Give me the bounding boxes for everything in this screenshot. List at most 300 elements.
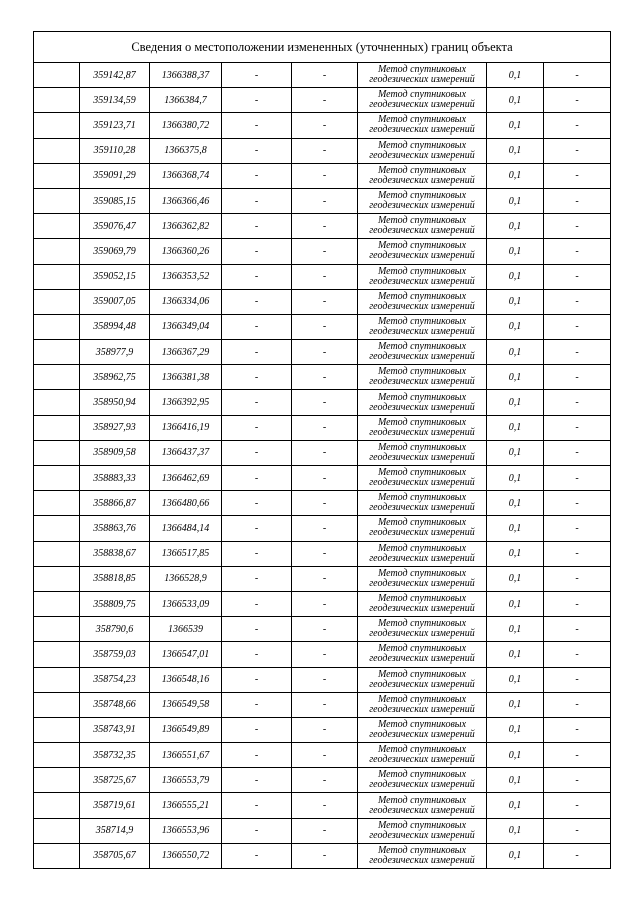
point-number-cell bbox=[34, 390, 80, 415]
coord-x-cell: 358883,33 bbox=[80, 466, 150, 491]
accuracy-cell: 0,1 bbox=[487, 566, 544, 591]
accuracy-cell: 0,1 bbox=[487, 818, 544, 843]
method-cell bbox=[358, 743, 487, 768]
coord-y-cell: 1366381,38 bbox=[150, 365, 222, 390]
empty-dash-cell: - bbox=[222, 642, 292, 667]
coord-y-cell: 1366368,74 bbox=[150, 163, 222, 188]
empty-dash-cell: - bbox=[544, 692, 611, 717]
method-cell bbox=[358, 768, 487, 793]
method-line-1: Метод спутниковых bbox=[377, 517, 467, 529]
coord-x-cell: 359069,79 bbox=[80, 239, 150, 264]
method-line-2: геодезических измерений bbox=[369, 854, 475, 866]
table-row bbox=[34, 743, 611, 768]
coord-y-cell: 1366533,09 bbox=[150, 591, 222, 616]
empty-dash-cell: - bbox=[544, 188, 611, 213]
empty-dash-cell: - bbox=[544, 163, 611, 188]
empty-dash-cell: - bbox=[222, 667, 292, 692]
point-number-cell bbox=[34, 440, 80, 465]
method-line-2: геодезических измерений bbox=[369, 502, 475, 514]
empty-dash-cell: - bbox=[222, 516, 292, 541]
method-cell bbox=[358, 793, 487, 818]
point-number-cell bbox=[34, 214, 80, 239]
method-cell bbox=[358, 591, 487, 616]
empty-dash-cell: - bbox=[544, 591, 611, 616]
table-row bbox=[34, 63, 611, 88]
method-line-1: Метод спутниковых bbox=[377, 542, 467, 554]
empty-dash-cell: - bbox=[292, 289, 358, 314]
empty-dash-cell: - bbox=[222, 440, 292, 465]
empty-dash-cell: - bbox=[544, 793, 611, 818]
method-line-1: Метод спутниковых bbox=[377, 618, 467, 630]
method-line-1: Метод спутниковых bbox=[377, 819, 467, 831]
coord-x-cell: 358754,23 bbox=[80, 667, 150, 692]
method-line-2: геодезических измерений bbox=[369, 628, 475, 640]
method-line-2: геодезических измерений bbox=[369, 451, 475, 463]
accuracy-cell: 0,1 bbox=[487, 390, 544, 415]
empty-dash-cell: - bbox=[544, 63, 611, 88]
accuracy-cell: 0,1 bbox=[487, 239, 544, 264]
empty-dash-cell: - bbox=[544, 214, 611, 239]
empty-dash-cell: - bbox=[222, 214, 292, 239]
coord-y-cell: 1366528,9 bbox=[150, 566, 222, 591]
method-line-1: Метод спутниковых bbox=[377, 693, 467, 705]
point-number-cell bbox=[34, 667, 80, 692]
empty-dash-cell: - bbox=[222, 818, 292, 843]
method-line-1: Метод спутниковых bbox=[377, 341, 467, 353]
table-row bbox=[34, 88, 611, 113]
accuracy-cell: 0,1 bbox=[487, 314, 544, 339]
method-line-1: Метод спутниковых bbox=[377, 718, 467, 730]
point-number-cell bbox=[34, 818, 80, 843]
coord-y-cell: 1366334,06 bbox=[150, 289, 222, 314]
coord-y-cell: 1366484,14 bbox=[150, 516, 222, 541]
empty-dash-cell: - bbox=[292, 768, 358, 793]
coord-x-cell: 359142,87 bbox=[80, 63, 150, 88]
method-cell bbox=[358, 843, 487, 868]
accuracy-cell: 0,1 bbox=[487, 692, 544, 717]
coord-y-cell: 1366388,37 bbox=[150, 63, 222, 88]
accuracy-cell: 0,1 bbox=[487, 365, 544, 390]
method-line-2: геодезических измерений bbox=[369, 174, 475, 186]
empty-dash-cell: - bbox=[222, 566, 292, 591]
empty-dash-cell: - bbox=[544, 415, 611, 440]
empty-dash-cell: - bbox=[222, 717, 292, 742]
coord-x-cell: 358714,9 bbox=[80, 818, 150, 843]
accuracy-cell: 0,1 bbox=[487, 289, 544, 314]
empty-dash-cell: - bbox=[222, 692, 292, 717]
table-row bbox=[34, 591, 611, 616]
method-line-1: Метод спутниковых bbox=[377, 567, 467, 579]
coord-x-cell: 358790,6 bbox=[80, 617, 150, 642]
empty-dash-cell: - bbox=[222, 264, 292, 289]
table-row bbox=[34, 163, 611, 188]
coord-y-cell: 1366553,79 bbox=[150, 768, 222, 793]
empty-dash-cell: - bbox=[222, 340, 292, 365]
method-line-2: геодезических измерений bbox=[369, 275, 475, 287]
empty-dash-cell: - bbox=[544, 88, 611, 113]
method-line-1: Метод спутниковых bbox=[377, 744, 467, 756]
coord-y-cell: 1366375,8 bbox=[150, 138, 222, 163]
coord-x-cell: 358759,03 bbox=[80, 642, 150, 667]
coord-x-cell: 358866,87 bbox=[80, 491, 150, 516]
method-line-2: геодезических измерений bbox=[369, 149, 475, 161]
method-line-1: Метод спутниковых bbox=[377, 240, 467, 252]
empty-dash-cell: - bbox=[292, 566, 358, 591]
method-line-2: геодезических измерений bbox=[369, 74, 475, 86]
empty-dash-cell: - bbox=[292, 667, 358, 692]
empty-dash-cell: - bbox=[292, 163, 358, 188]
coord-x-cell: 358725,67 bbox=[80, 768, 150, 793]
coord-x-cell: 358705,67 bbox=[80, 843, 150, 868]
point-number-cell bbox=[34, 63, 80, 88]
coord-x-cell: 358863,76 bbox=[80, 516, 150, 541]
coord-x-cell: 359110,28 bbox=[80, 138, 150, 163]
empty-dash-cell: - bbox=[292, 818, 358, 843]
method-line-1: Метод спутниковых bbox=[377, 844, 467, 856]
accuracy-cell: 0,1 bbox=[487, 188, 544, 213]
method-line-2: геодезических измерений bbox=[369, 225, 475, 237]
table-row bbox=[34, 390, 611, 415]
method-cell bbox=[358, 264, 487, 289]
empty-dash-cell: - bbox=[544, 617, 611, 642]
method-line-1: Метод спутниковых bbox=[377, 139, 467, 151]
empty-dash-cell: - bbox=[292, 138, 358, 163]
method-line-2: геодезических измерений bbox=[369, 577, 475, 589]
method-cell bbox=[358, 617, 487, 642]
empty-dash-cell: - bbox=[292, 642, 358, 667]
method-line-2: геодезических измерений bbox=[369, 99, 475, 111]
empty-dash-cell: - bbox=[292, 843, 358, 868]
coord-x-cell: 359085,15 bbox=[80, 188, 150, 213]
empty-dash-cell: - bbox=[292, 440, 358, 465]
coord-y-cell: 1366549,89 bbox=[150, 717, 222, 742]
accuracy-cell: 0,1 bbox=[487, 591, 544, 616]
method-line-2: геодезических измерений bbox=[369, 603, 475, 615]
empty-dash-cell: - bbox=[292, 214, 358, 239]
method-cell bbox=[358, 466, 487, 491]
method-cell bbox=[358, 289, 487, 314]
method-line-1: Метод спутниковых bbox=[377, 290, 467, 302]
coord-y-cell: 1366392,95 bbox=[150, 390, 222, 415]
coord-y-cell: 1366416,19 bbox=[150, 415, 222, 440]
table-row bbox=[34, 466, 611, 491]
accuracy-cell: 0,1 bbox=[487, 541, 544, 566]
empty-dash-cell: - bbox=[544, 642, 611, 667]
empty-dash-cell: - bbox=[292, 188, 358, 213]
accuracy-cell: 0,1 bbox=[487, 63, 544, 88]
empty-dash-cell: - bbox=[222, 541, 292, 566]
coord-x-cell: 358977,9 bbox=[80, 340, 150, 365]
method-cell bbox=[358, 541, 487, 566]
empty-dash-cell: - bbox=[544, 340, 611, 365]
empty-dash-cell: - bbox=[292, 390, 358, 415]
method-cell bbox=[358, 642, 487, 667]
point-number-cell bbox=[34, 264, 80, 289]
method-line-2: геодезических измерений bbox=[369, 779, 475, 791]
method-line-1: Метод спутниковых bbox=[377, 114, 467, 126]
method-cell bbox=[358, 163, 487, 188]
method-line-1: Метод спутниковых bbox=[377, 315, 467, 327]
table-row bbox=[34, 138, 611, 163]
method-line-2: геодезических измерений bbox=[369, 552, 475, 564]
coord-x-cell: 358748,66 bbox=[80, 692, 150, 717]
empty-dash-cell: - bbox=[222, 843, 292, 868]
empty-dash-cell: - bbox=[222, 163, 292, 188]
method-cell bbox=[358, 516, 487, 541]
method-line-2: геодезических измерений bbox=[369, 325, 475, 337]
document-sheet bbox=[33, 31, 610, 869]
point-number-cell bbox=[34, 566, 80, 591]
table-row bbox=[34, 113, 611, 138]
coord-y-cell: 1366553,96 bbox=[150, 818, 222, 843]
accuracy-cell: 0,1 bbox=[487, 163, 544, 188]
method-line-1: Метод спутниковых bbox=[377, 265, 467, 277]
coord-y-cell: 1366548,16 bbox=[150, 667, 222, 692]
point-number-cell bbox=[34, 365, 80, 390]
table-row bbox=[34, 692, 611, 717]
empty-dash-cell: - bbox=[222, 314, 292, 339]
boundary-table bbox=[33, 31, 611, 869]
method-cell bbox=[358, 138, 487, 163]
method-line-1: Метод спутниковых bbox=[377, 593, 467, 605]
table-row bbox=[34, 239, 611, 264]
accuracy-cell: 0,1 bbox=[487, 340, 544, 365]
empty-dash-cell: - bbox=[544, 365, 611, 390]
coord-y-cell: 1366555,21 bbox=[150, 793, 222, 818]
coord-x-cell: 358909,58 bbox=[80, 440, 150, 465]
method-line-2: геодезических измерений bbox=[369, 426, 475, 438]
table-row bbox=[34, 365, 611, 390]
method-cell bbox=[358, 63, 487, 88]
table-row bbox=[34, 415, 611, 440]
method-line-1: Метод спутниковых bbox=[377, 164, 467, 176]
empty-dash-cell: - bbox=[222, 466, 292, 491]
coord-y-cell: 1366367,29 bbox=[150, 340, 222, 365]
method-cell bbox=[358, 214, 487, 239]
empty-dash-cell: - bbox=[292, 113, 358, 138]
empty-dash-cell: - bbox=[544, 768, 611, 793]
empty-dash-cell: - bbox=[544, 843, 611, 868]
method-line-2: геодезических измерений bbox=[369, 703, 475, 715]
table-title: Сведения о местоположении измененных (уточненных) границ объекта bbox=[34, 32, 611, 63]
point-number-cell bbox=[34, 340, 80, 365]
method-cell bbox=[358, 717, 487, 742]
empty-dash-cell: - bbox=[222, 188, 292, 213]
method-line-1: Метод спутниковых bbox=[377, 668, 467, 680]
table-row bbox=[34, 516, 611, 541]
empty-dash-cell: - bbox=[292, 717, 358, 742]
method-cell bbox=[358, 340, 487, 365]
empty-dash-cell: - bbox=[544, 566, 611, 591]
coord-x-cell: 359007,05 bbox=[80, 289, 150, 314]
method-line-1: Метод спутниковых bbox=[377, 794, 467, 806]
accuracy-cell: 0,1 bbox=[487, 743, 544, 768]
empty-dash-cell: - bbox=[292, 340, 358, 365]
method-line-1: Метод спутниковых bbox=[377, 769, 467, 781]
accuracy-cell: 0,1 bbox=[487, 466, 544, 491]
method-line-2: геодезических измерений bbox=[369, 351, 475, 363]
table-row bbox=[34, 717, 611, 742]
coord-x-cell: 359091,29 bbox=[80, 163, 150, 188]
empty-dash-cell: - bbox=[544, 667, 611, 692]
table-row bbox=[34, 768, 611, 793]
method-cell bbox=[358, 415, 487, 440]
accuracy-cell: 0,1 bbox=[487, 793, 544, 818]
empty-dash-cell: - bbox=[292, 466, 358, 491]
method-line-2: геодезических измерений bbox=[369, 678, 475, 690]
method-line-2: геодезических измерений bbox=[369, 200, 475, 212]
accuracy-cell: 0,1 bbox=[487, 717, 544, 742]
coord-x-cell: 358994,48 bbox=[80, 314, 150, 339]
point-number-cell bbox=[34, 163, 80, 188]
method-line-1: Метод спутниковых bbox=[377, 416, 467, 428]
method-cell bbox=[358, 440, 487, 465]
empty-dash-cell: - bbox=[222, 491, 292, 516]
empty-dash-cell: - bbox=[222, 591, 292, 616]
coord-y-cell: 1366384,7 bbox=[150, 88, 222, 113]
empty-dash-cell: - bbox=[544, 541, 611, 566]
empty-dash-cell: - bbox=[292, 264, 358, 289]
point-number-cell bbox=[34, 188, 80, 213]
method-line-2: геодезических измерений bbox=[369, 527, 475, 539]
coord-x-cell: 358927,93 bbox=[80, 415, 150, 440]
accuracy-cell: 0,1 bbox=[487, 491, 544, 516]
empty-dash-cell: - bbox=[544, 239, 611, 264]
table-row bbox=[34, 818, 611, 843]
method-cell bbox=[358, 188, 487, 213]
empty-dash-cell: - bbox=[544, 314, 611, 339]
method-line-1: Метод спутниковых bbox=[377, 492, 467, 504]
point-number-cell bbox=[34, 843, 80, 868]
coord-y-cell: 1366366,46 bbox=[150, 188, 222, 213]
empty-dash-cell: - bbox=[292, 516, 358, 541]
method-line-2: геодезических измерений bbox=[369, 804, 475, 816]
table-row bbox=[34, 214, 611, 239]
accuracy-cell: 0,1 bbox=[487, 667, 544, 692]
point-number-cell bbox=[34, 466, 80, 491]
empty-dash-cell: - bbox=[222, 289, 292, 314]
method-line-1: Метод спутниковых bbox=[377, 467, 467, 479]
empty-dash-cell: - bbox=[544, 466, 611, 491]
coord-x-cell: 358743,91 bbox=[80, 717, 150, 742]
empty-dash-cell: - bbox=[222, 63, 292, 88]
table-row bbox=[34, 491, 611, 516]
method-cell bbox=[358, 113, 487, 138]
method-cell bbox=[358, 239, 487, 264]
coord-x-cell: 358809,75 bbox=[80, 591, 150, 616]
method-line-1: Метод спутниковых bbox=[377, 366, 467, 378]
empty-dash-cell: - bbox=[222, 617, 292, 642]
accuracy-cell: 0,1 bbox=[487, 415, 544, 440]
table-row bbox=[34, 541, 611, 566]
method-line-2: геодезических измерений bbox=[369, 300, 475, 312]
empty-dash-cell: - bbox=[292, 541, 358, 566]
empty-dash-cell: - bbox=[222, 768, 292, 793]
coord-x-cell: 358950,94 bbox=[80, 390, 150, 415]
point-number-cell bbox=[34, 541, 80, 566]
table-row bbox=[34, 289, 611, 314]
coord-y-cell: 1366480,66 bbox=[150, 491, 222, 516]
method-line-2: геодезических измерений bbox=[369, 477, 475, 489]
coord-x-cell: 358962,75 bbox=[80, 365, 150, 390]
method-line-2: геодезических измерений bbox=[369, 728, 475, 740]
empty-dash-cell: - bbox=[222, 390, 292, 415]
coord-y-cell: 1366353,52 bbox=[150, 264, 222, 289]
coord-y-cell: 1366550,72 bbox=[150, 843, 222, 868]
table-row bbox=[34, 340, 611, 365]
point-number-cell bbox=[34, 642, 80, 667]
method-line-2: геодезических измерений bbox=[369, 401, 475, 413]
accuracy-cell: 0,1 bbox=[487, 88, 544, 113]
coord-y-cell: 1366360,26 bbox=[150, 239, 222, 264]
empty-dash-cell: - bbox=[292, 415, 358, 440]
method-line-1: Метод спутниковых bbox=[377, 441, 467, 453]
point-number-cell bbox=[34, 591, 80, 616]
empty-dash-cell: - bbox=[544, 818, 611, 843]
empty-dash-cell: - bbox=[292, 365, 358, 390]
point-number-cell bbox=[34, 516, 80, 541]
table-row bbox=[34, 440, 611, 465]
empty-dash-cell: - bbox=[292, 239, 358, 264]
table-row bbox=[34, 264, 611, 289]
method-line-1: Метод спутниковых bbox=[377, 64, 467, 76]
method-cell bbox=[358, 692, 487, 717]
empty-dash-cell: - bbox=[292, 743, 358, 768]
method-cell bbox=[358, 818, 487, 843]
table-row bbox=[34, 667, 611, 692]
method-cell bbox=[358, 566, 487, 591]
empty-dash-cell: - bbox=[292, 793, 358, 818]
empty-dash-cell: - bbox=[292, 63, 358, 88]
table-row bbox=[34, 566, 611, 591]
point-number-cell bbox=[34, 88, 80, 113]
method-cell bbox=[358, 314, 487, 339]
coord-x-cell: 358838,67 bbox=[80, 541, 150, 566]
coord-y-cell: 1366539 bbox=[150, 617, 222, 642]
empty-dash-cell: - bbox=[222, 113, 292, 138]
empty-dash-cell: - bbox=[544, 717, 611, 742]
empty-dash-cell: - bbox=[292, 491, 358, 516]
coord-x-cell: 359076,47 bbox=[80, 214, 150, 239]
coord-y-cell: 1366517,85 bbox=[150, 541, 222, 566]
point-number-cell bbox=[34, 617, 80, 642]
coord-x-cell: 358732,35 bbox=[80, 743, 150, 768]
accuracy-cell: 0,1 bbox=[487, 138, 544, 163]
coord-x-cell: 359052,15 bbox=[80, 264, 150, 289]
method-line-2: геодезических измерений bbox=[369, 124, 475, 136]
empty-dash-cell: - bbox=[292, 314, 358, 339]
empty-dash-cell: - bbox=[222, 743, 292, 768]
point-number-cell bbox=[34, 113, 80, 138]
point-number-cell bbox=[34, 491, 80, 516]
point-number-cell bbox=[34, 138, 80, 163]
point-number-cell bbox=[34, 692, 80, 717]
coord-y-cell: 1366549,58 bbox=[150, 692, 222, 717]
empty-dash-cell: - bbox=[544, 743, 611, 768]
method-cell bbox=[358, 365, 487, 390]
empty-dash-cell: - bbox=[544, 289, 611, 314]
empty-dash-cell: - bbox=[292, 591, 358, 616]
table-row bbox=[34, 314, 611, 339]
empty-dash-cell: - bbox=[544, 516, 611, 541]
accuracy-cell: 0,1 bbox=[487, 768, 544, 793]
coord-y-cell: 1366462,69 bbox=[150, 466, 222, 491]
table-row bbox=[34, 793, 611, 818]
empty-dash-cell: - bbox=[222, 415, 292, 440]
empty-dash-cell: - bbox=[222, 365, 292, 390]
point-number-cell bbox=[34, 793, 80, 818]
accuracy-cell: 0,1 bbox=[487, 642, 544, 667]
